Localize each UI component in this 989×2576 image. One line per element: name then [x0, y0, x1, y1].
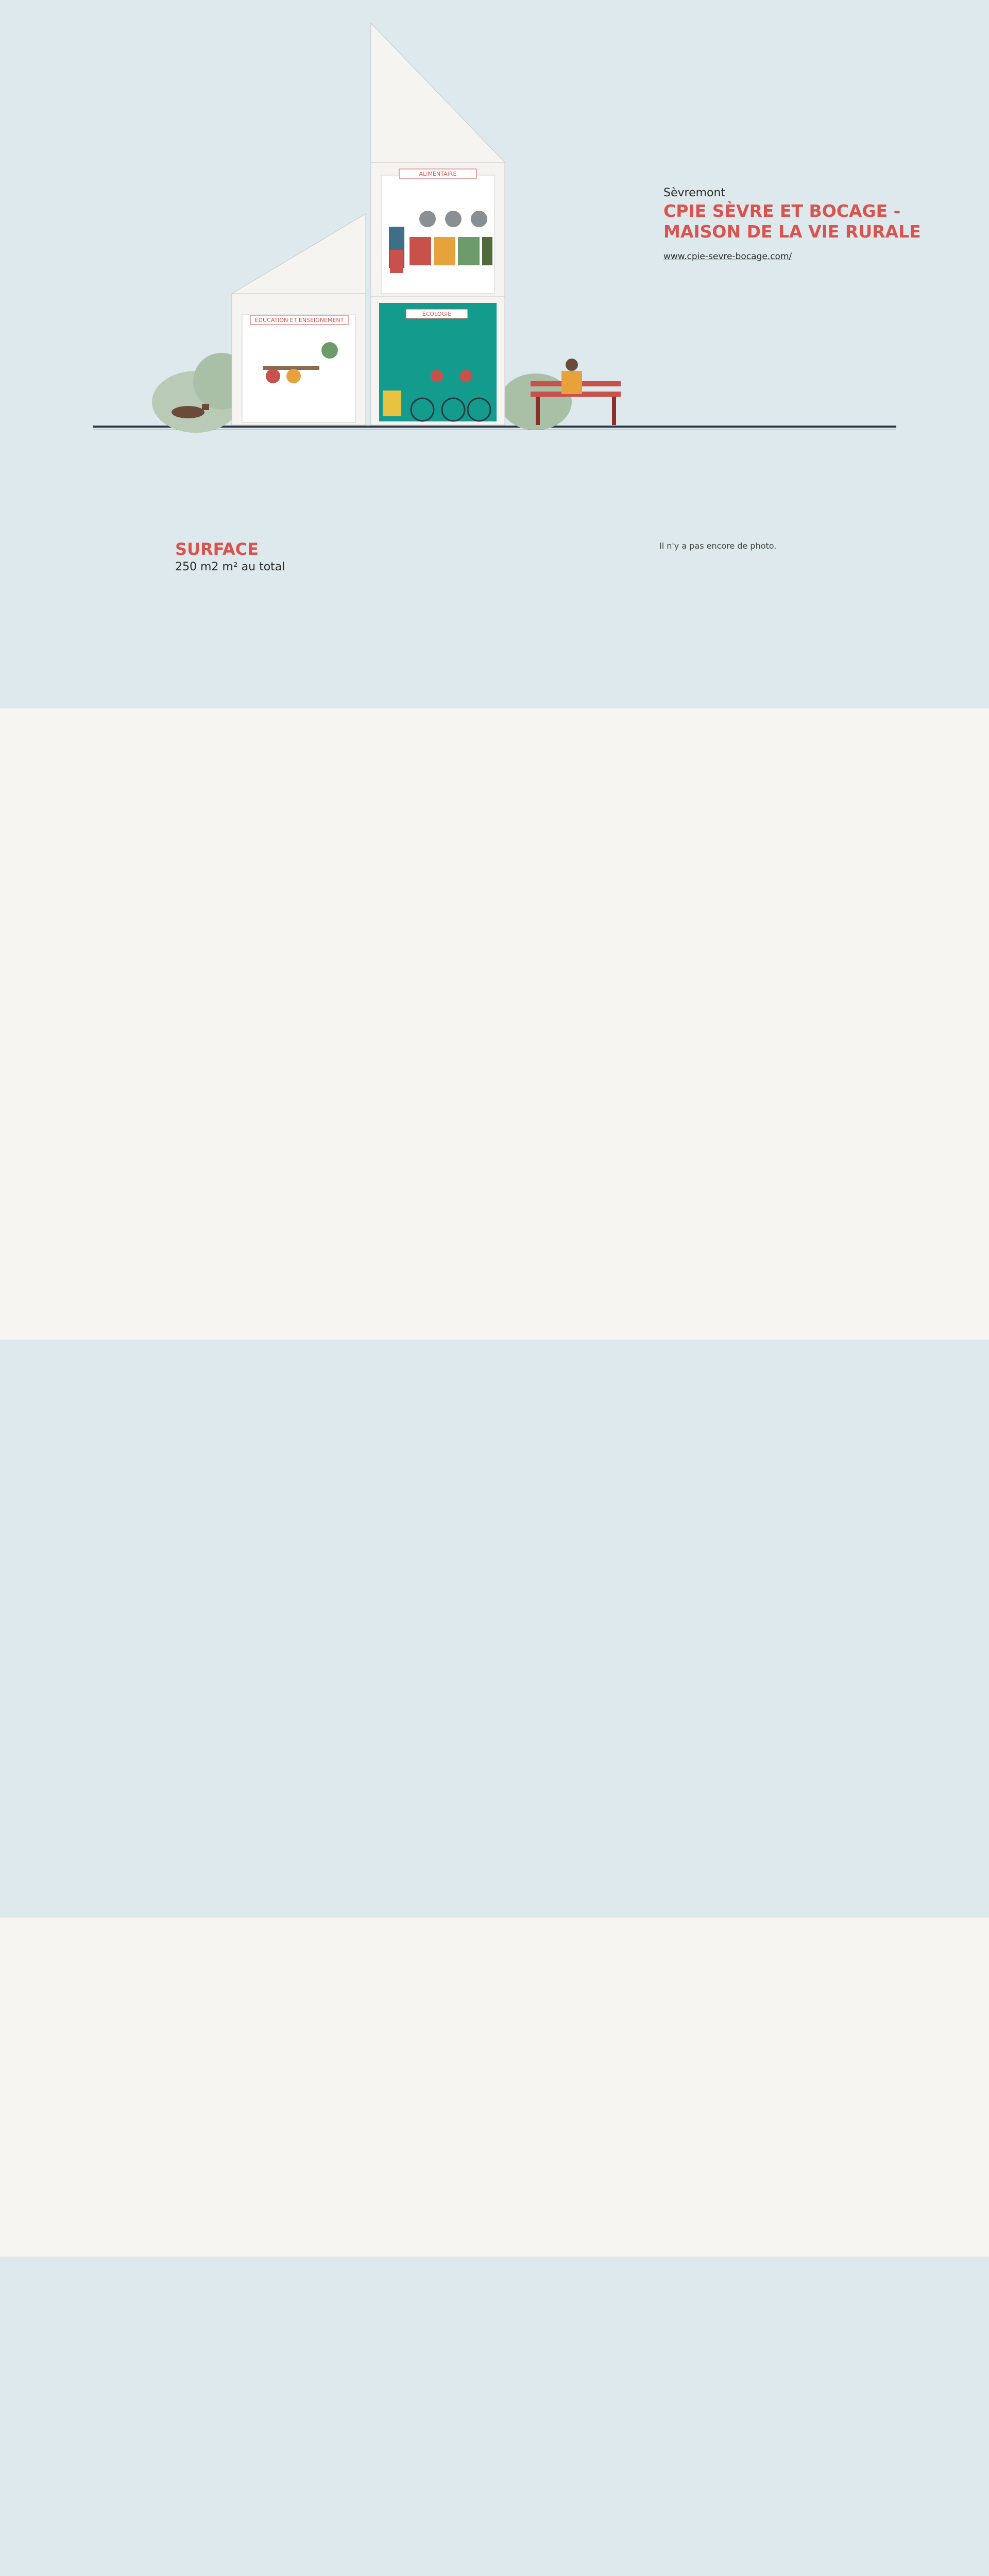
- no-photo-text: Il n'y a pas encore de photo.: [659, 541, 777, 551]
- floor-label-ecologie: ÉCOLOGIE: [422, 311, 452, 317]
- floor-label-alimentaire: ALIMENTAIRE: [419, 171, 457, 177]
- localisation-section: [0, 708, 989, 1340]
- place-city: Sèvremont: [663, 187, 726, 199]
- surface-value: 250 m2 m² au total: [175, 561, 285, 573]
- place-name: CPIE SÈVRE ET BOCAGE - MAISON DE LA VIE RURALE: [663, 201, 921, 242]
- website-link[interactable]: www.cpie-sevre-bocage.com/: [663, 251, 792, 262]
- floor-label-education: ÉDUCATION ET ENSEIGNEMENT: [254, 317, 344, 324]
- surface-title: SURFACE: [175, 539, 259, 559]
- acteurs-section: [0, 2257, 989, 2508]
- composition-section: [0, 1918, 989, 2257]
- hero-section: [0, 0, 989, 708]
- idee-section: [0, 1340, 989, 1918]
